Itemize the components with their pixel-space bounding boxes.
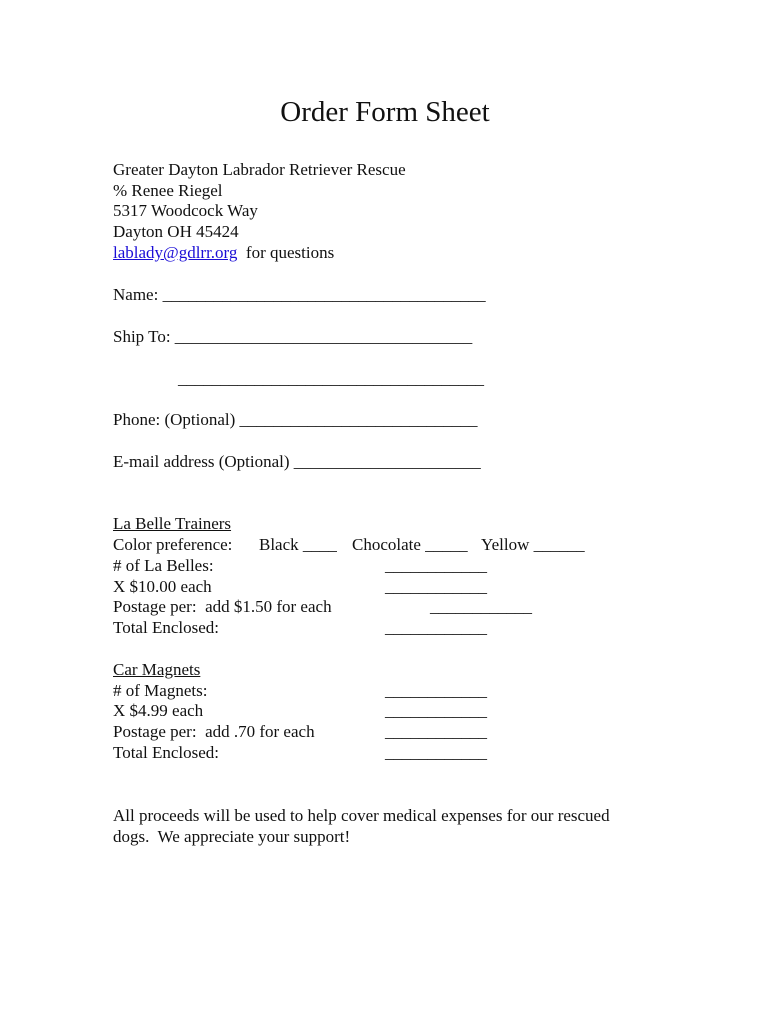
la-belle-postage-blank: ____________ — [430, 597, 532, 616]
color-preference-label: Color preference: — [113, 535, 233, 554]
la-belle-count-blank: ____________ — [385, 556, 487, 575]
magnets-count-blank: ____________ — [385, 681, 487, 700]
page-title: Order Form Sheet — [280, 96, 490, 128]
magnets-price-blank: ____________ — [385, 701, 487, 720]
email-address-field: E-mail address (Optional) ______________________ — [113, 452, 481, 471]
la-belle-count-label: # of La Belles: — [113, 556, 214, 575]
la-belle-heading: La Belle Trainers — [113, 514, 232, 533]
name-field: Name: ______________________________________ — [113, 285, 486, 304]
la-belle-postage-label: Postage per: add $1.50 for each — [113, 597, 332, 616]
ship-to-field: Ship To: ___________________________________ — [113, 327, 473, 346]
phone-field: Phone: (Optional) ____________________________ — [113, 410, 478, 429]
footer-line-2: dogs. We appreciate your support! — [113, 827, 351, 846]
email-suffix: for questions — [237, 243, 335, 262]
city-state-zip: Dayton OH 45424 — [113, 222, 239, 241]
la-belle-price-blank: ____________ — [385, 577, 487, 596]
color-black: Black ____ — [259, 535, 337, 554]
car-magnets-heading: Car Magnets — [113, 660, 201, 679]
color-yellow: Yellow ______ — [481, 535, 585, 554]
ship-to-line2: ____________________________________ — [178, 369, 484, 388]
email-line — [113, 243, 334, 263]
org-name: Greater Dayton Labrador Retriever Rescue — [113, 160, 406, 179]
footer-line-1: All proceeds will be used to help cover medical expenses for our rescued — [113, 806, 610, 825]
la-belle-total-label: Total Enclosed: — [113, 618, 219, 637]
la-belle-price-label: X $10.00 each — [113, 577, 212, 596]
la-belle-total-blank: ____________ — [385, 618, 487, 637]
email-link[interactable]: lablady@gdlrr.org — [113, 243, 238, 262]
care-of: % Renee Riegel — [113, 181, 223, 200]
magnets-postage-label: Postage per: add .70 for each — [113, 722, 315, 741]
magnets-total-blank: ____________ — [385, 743, 487, 762]
street-address: 5317 Woodcock Way — [113, 201, 258, 220]
magnets-postage-blank: ____________ — [385, 722, 487, 741]
magnets-price-label: X $4.99 each — [113, 701, 204, 720]
magnets-count-label: # of Magnets: — [113, 681, 208, 700]
color-chocolate: Chocolate _____ — [352, 535, 468, 554]
magnets-total-label: Total Enclosed: — [113, 743, 219, 762]
